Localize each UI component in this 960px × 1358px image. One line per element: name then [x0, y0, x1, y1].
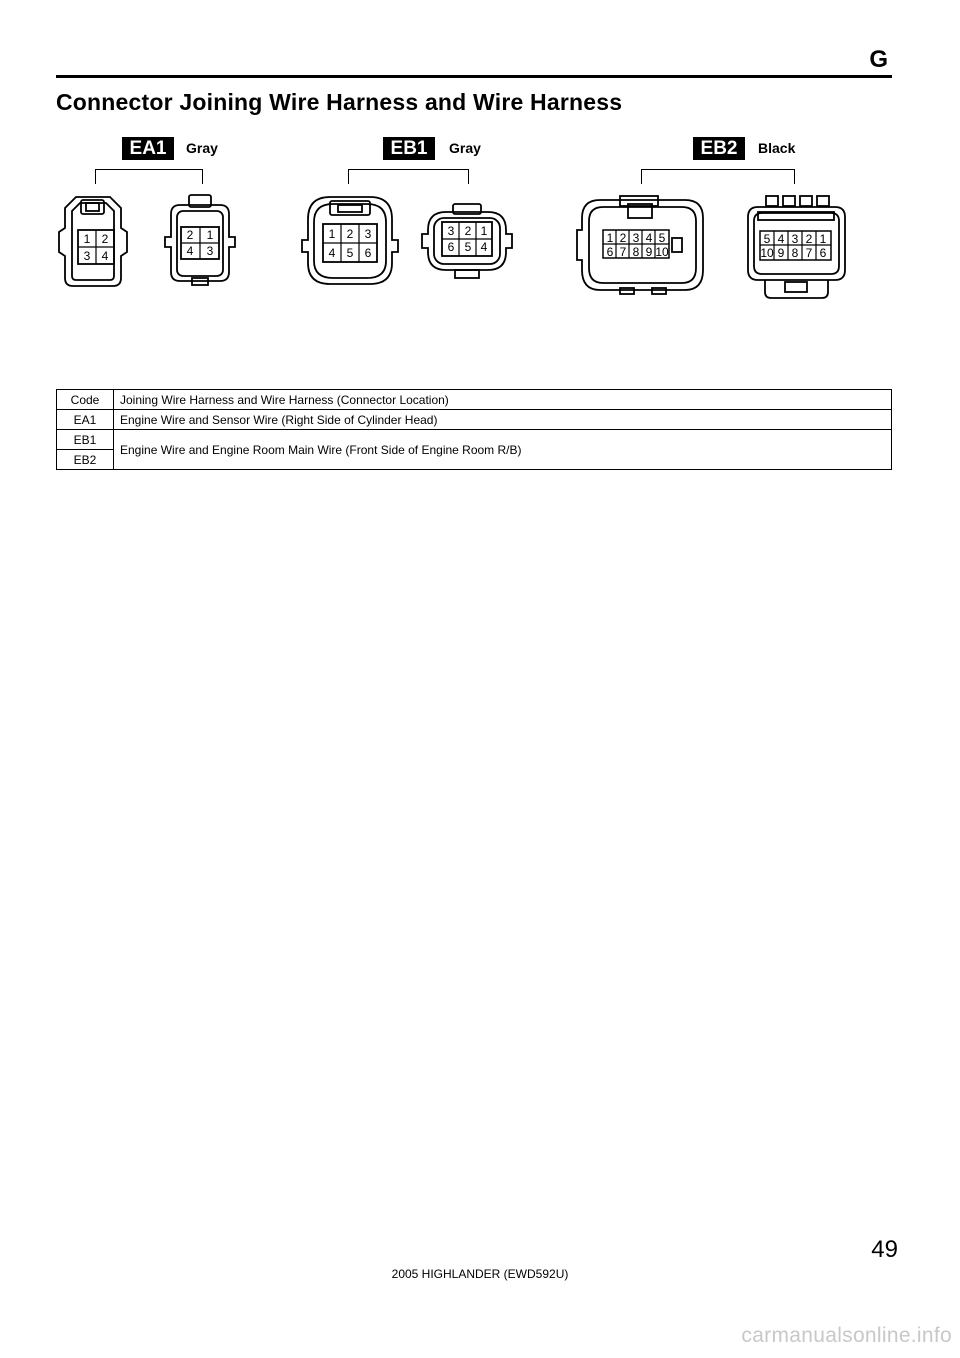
pin-label: 6	[447, 240, 455, 254]
connector-bracket-ea1	[95, 169, 203, 184]
pin-label: 7	[805, 246, 813, 260]
pin-label: 10	[655, 245, 669, 259]
pin-label: 5	[346, 246, 354, 260]
table-cell-code: EA1	[57, 410, 114, 430]
connector-eb2-female-drawing	[577, 196, 703, 294]
pin-label: 4	[186, 244, 194, 258]
pin-label: 2	[619, 231, 627, 245]
pin-label: 10	[760, 246, 774, 260]
pin-label: 3	[447, 224, 455, 238]
pin-label: 6	[364, 246, 372, 260]
pin-label: 4	[645, 231, 653, 245]
pin-label: 5	[763, 232, 771, 246]
page-title: Connector Joining Wire Harness and Wire Harness	[56, 89, 623, 115]
connector-ea1-male-drawing	[165, 195, 235, 285]
connector-code-badge-eb1: EB1	[383, 137, 435, 160]
pin-label: 1	[328, 227, 336, 241]
table-header-code: Code	[57, 390, 114, 410]
pin-label: 5	[464, 240, 472, 254]
top-rule	[56, 75, 892, 78]
pin-label: 8	[791, 246, 799, 260]
pin-label: 3	[632, 231, 640, 245]
pin-label: 3	[206, 244, 214, 258]
connector-bracket-eb1	[348, 169, 469, 184]
connector-code-badge-eb2: EB2	[693, 137, 745, 160]
pin-label: 2	[186, 228, 194, 242]
table-cell-location: Engine Wire and Sensor Wire (Right Side of Cylinder Head)	[114, 410, 892, 430]
pin-label: 4	[328, 246, 336, 260]
table-cell-code: EB1	[57, 430, 114, 450]
connector-eb1-female-drawing	[302, 197, 398, 284]
table-cell-location: Engine Wire and Engine Room Main Wire (Front Side of Engine Room R/B)	[114, 430, 892, 470]
pin-label: 6	[606, 245, 614, 259]
table-row	[57, 430, 892, 450]
pin-label: 3	[364, 227, 372, 241]
pin-label: 2	[101, 232, 109, 246]
connector-diagrams	[0, 0, 960, 320]
pin-label: 7	[619, 245, 627, 259]
pin-label: 3	[791, 232, 799, 246]
connector-ea1-female-drawing	[59, 197, 127, 286]
pin-label: 4	[101, 249, 109, 263]
connector-color-ea1: Gray	[186, 140, 218, 156]
page-number: 49	[871, 1236, 898, 1263]
connector-color-eb1: Gray	[449, 140, 481, 156]
pin-label: 3	[83, 249, 91, 263]
pin-label: 5	[658, 231, 666, 245]
pin-label: 1	[819, 232, 827, 246]
connector-bracket-eb2	[641, 169, 795, 184]
table-row	[57, 410, 892, 430]
model-footer: 2005 HIGHLANDER (EWD592U)	[391, 1267, 569, 1281]
connector-eb1-male-drawing	[422, 204, 512, 278]
pin-label: 6	[819, 246, 827, 260]
table-header-row	[57, 390, 892, 410]
watermark: carmanualsonline.info	[741, 1324, 952, 1347]
pin-label: 1	[606, 231, 614, 245]
pin-label: 2	[805, 232, 813, 246]
connector-eb2-male-drawing	[748, 196, 845, 298]
section-letter: G	[869, 46, 888, 73]
pin-label: 1	[83, 232, 91, 246]
connector-color-eb2: Black	[758, 140, 796, 156]
pin-label: 2	[464, 224, 472, 238]
pin-label: 9	[777, 246, 785, 260]
connector-code-badge-ea1: EA1	[122, 137, 174, 160]
connector-location-table	[56, 389, 892, 470]
pin-label: 1	[206, 228, 214, 242]
pin-label: 2	[346, 227, 354, 241]
pin-label: 4	[777, 232, 785, 246]
pin-label: 9	[645, 245, 653, 259]
table-cell-code: EB2	[57, 450, 114, 470]
pin-label: 8	[632, 245, 640, 259]
pin-label: 4	[480, 240, 488, 254]
table-header-location: Joining Wire Harness and Wire Harness (Connector Location)	[114, 390, 892, 410]
pin-label: 1	[480, 224, 488, 238]
